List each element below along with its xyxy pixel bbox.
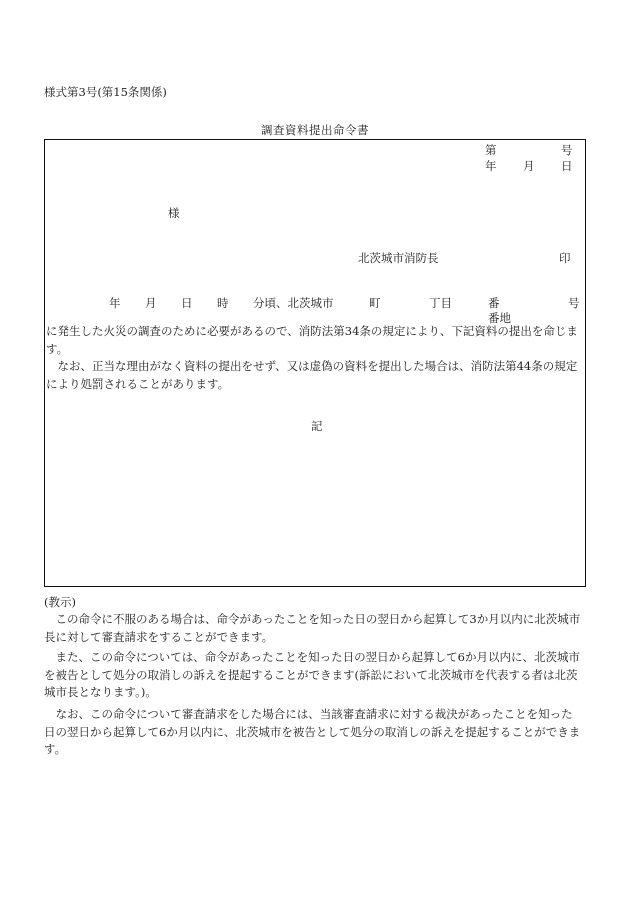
banchi-label: 番地 xyxy=(488,311,511,325)
order-body-paragraph-2: なお、正当な理由がなく資料の提出をせず、又は虚偽の資料を提出した場合は、消防法第44条の規定により処罰されることがあります。 xyxy=(46,359,578,391)
dai-label: 第 xyxy=(485,143,497,157)
chome-label: 丁目 xyxy=(429,296,452,310)
month-label: 月 xyxy=(523,159,535,173)
go-number-label: 号 xyxy=(568,296,580,310)
fire-minute-city-label: 分頃、北茨城市 xyxy=(253,296,334,310)
ban-label: 番 xyxy=(488,296,500,310)
order-body-paragraph-1: に発生した火災の調査のために必要があるので、消防法第34条の規定により、下記資料の提出を命じます。 xyxy=(46,324,578,356)
day-label: 日 xyxy=(561,159,573,173)
seal-mark: 印 xyxy=(559,251,571,265)
fire-year-label: 年 xyxy=(109,296,121,310)
addressee-sama: 様 xyxy=(168,206,180,220)
issuer-name: 北茨城市消防長 xyxy=(358,251,439,265)
town-label: 町 xyxy=(369,296,381,310)
notice-paragraph-3: なお、この命令について審査請求をした場合には、当該審査請求に対する裁決があったことを知った日の翌日から起算して6か月以内に、北茨城市を被告として処分の取消しの訴えを提起することができます。 xyxy=(44,707,581,756)
fire-month-label: 月 xyxy=(145,296,157,310)
year-label: 年 xyxy=(485,159,497,173)
notice-paragraph-2: また、この命令については、命令があったことを知った日の翌日から起算して6か月以内に、北茨城市を被告として処分の取消しの訴えを提起することができます(訴訟において北茨城市を代表する者は北茨城市長となります。)。 xyxy=(44,650,580,699)
fire-day-label: 日 xyxy=(181,296,193,310)
ki-label: 記 xyxy=(311,419,323,433)
form-number: 様式第3号(第15条関係) xyxy=(44,85,167,99)
document-title: 調査資料提出命令書 xyxy=(261,123,369,137)
go-label: 号 xyxy=(561,143,573,157)
fire-hour-label: 時 xyxy=(217,296,229,310)
notice-paragraph-1: この命令に不服のある場合は、命令があったことを知った日の翌日から起算して3か月以内に北茨城市長に対して審査請求をすることができます。 xyxy=(44,612,581,644)
notice-heading: (教示) xyxy=(44,595,76,609)
